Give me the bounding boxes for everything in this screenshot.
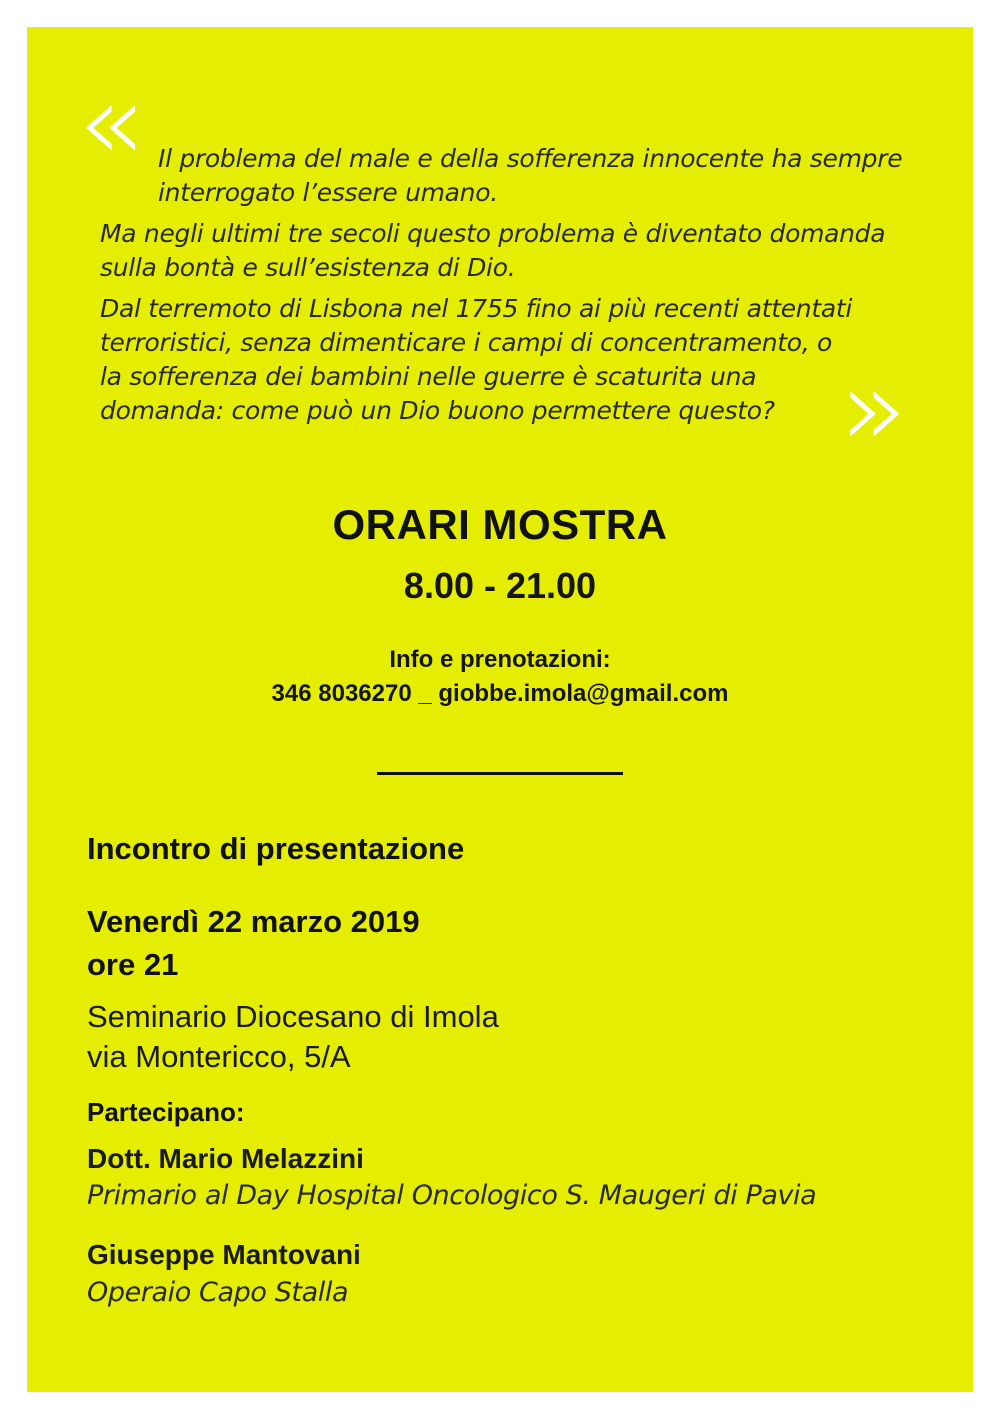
participant-role: Primario al Day Hospital Oncologico S. Maugeri di Pavia [87,1180,817,1211]
event-time: ore 21 [87,947,179,982]
event-date: Venerdì 22 marzo 2019 [87,904,420,939]
quote-line: Dal terremoto di Lisbona nel 1755 fino ai più recenti attentati [100,294,852,323]
participant-name: Dott. Mario Melazzini [87,1143,364,1174]
quote-line: interrogato l’essere umano. [158,178,498,207]
quote-line: sulla bontà e sull’esistenza di Dio. [100,253,516,282]
exhibition-hours-title: ORARI MOSTRA [332,501,668,548]
quote-line: Il problema del male e della sofferenza innocente ha sempre [158,144,903,173]
flyer-panel [27,27,973,1392]
quote-line: terroristici, senza dimenticare i campi di concentramento, o [100,328,833,357]
divider [377,772,623,775]
participants-label: Partecipano: [87,1097,245,1127]
event-address: via Montericco, 5/A [87,1039,351,1074]
contact-info: 346 8036270 _ giobbe.imola@gmail.com [271,680,729,707]
info-label: Info e prenotazioni: [389,646,611,673]
participant-role: Operaio Capo Stalla [87,1277,349,1308]
close-quote-icon: » [840,344,886,472]
participant-name: Giuseppe Mantovani [87,1239,361,1270]
quote-line: Ma negli ultimi tre secoli questo problema è diventato domanda [100,219,886,248]
event-heading: Incontro di presentazione [87,831,465,866]
exhibition-hours: 8.00 - 21.00 [403,565,597,606]
quote-line: domanda: come può un Dio buono permettere questo? [100,396,775,425]
event-venue: Seminario Diocesano di Imola [87,999,499,1034]
quote-line: la sofferenza dei bambini nelle guerre è scaturita una [100,362,757,391]
open-quote-icon: « [76,58,122,186]
